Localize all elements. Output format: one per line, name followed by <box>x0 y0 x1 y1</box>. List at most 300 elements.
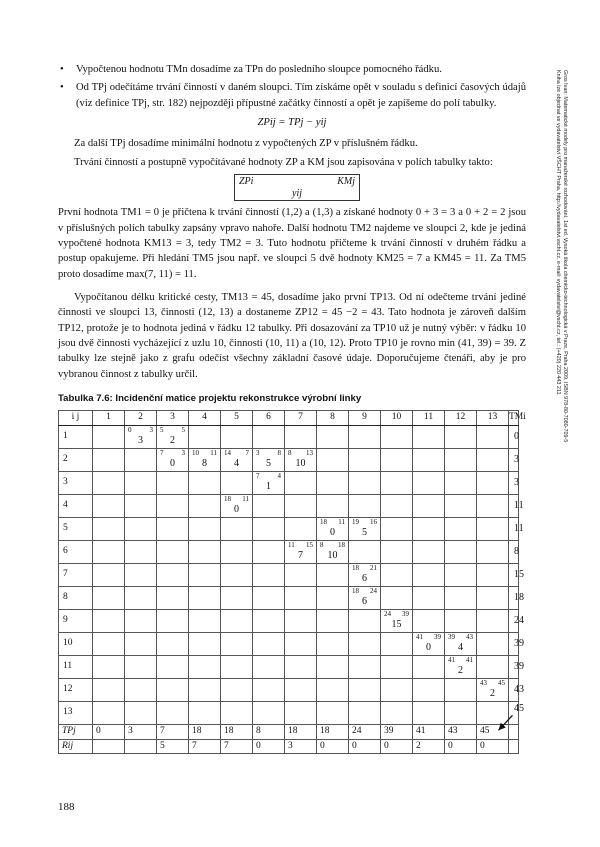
cell-zp: 41 <box>448 655 455 664</box>
matrix-cell <box>157 563 189 586</box>
matrix-cell <box>157 701 189 724</box>
page-number: 188 <box>58 801 75 813</box>
matrix-cell <box>445 655 477 678</box>
matrix-cell <box>477 701 509 724</box>
cell-km: 24 <box>370 586 377 595</box>
tm-value: 11 <box>509 494 519 517</box>
matrix-cell <box>477 563 509 586</box>
tm-value: 3 <box>509 471 519 494</box>
matrix-cell <box>317 678 349 701</box>
row-header: 3 <box>59 471 93 494</box>
r-value: 2 <box>413 739 445 754</box>
row-header: 6 <box>59 540 93 563</box>
matrix-cell <box>125 425 157 448</box>
matrix-cell <box>317 563 349 586</box>
matrix-cell <box>477 494 509 517</box>
matrix-cell <box>413 678 445 701</box>
matrix-cell <box>189 609 221 632</box>
matrix-cell <box>253 655 285 678</box>
matrix-cell <box>445 540 477 563</box>
tp-value: 8 <box>253 724 285 739</box>
matrix-cell <box>413 586 445 609</box>
cell-zp: 18 <box>352 586 359 595</box>
matrix-cell <box>157 425 189 448</box>
matrix-cell <box>445 563 477 586</box>
column-header: 11 <box>413 411 445 426</box>
matrix-cell <box>477 655 509 678</box>
matrix-cell <box>349 655 381 678</box>
matrix-cell <box>125 540 157 563</box>
cell-duration: 2 <box>458 664 463 676</box>
matrix-cell <box>413 655 445 678</box>
matrix-cell <box>349 425 381 448</box>
table-row <box>59 655 519 678</box>
tp-value: 24 <box>349 724 381 739</box>
matrix-cell <box>445 632 477 655</box>
matrix-cell <box>221 471 253 494</box>
row-header: 4 <box>59 494 93 517</box>
cell-zp: 5 <box>160 425 164 434</box>
matrix-cell <box>413 471 445 494</box>
table-row <box>59 609 519 632</box>
matrix-cell <box>125 586 157 609</box>
cell-km: 39 <box>434 632 441 641</box>
matrix-cell <box>381 563 413 586</box>
column-header: 2 <box>125 411 157 426</box>
tm-value: 43 <box>509 678 519 701</box>
matrix-cell <box>157 678 189 701</box>
matrix-cell <box>157 448 189 471</box>
column-header: 5 <box>221 411 253 426</box>
matrix-cell <box>157 609 189 632</box>
cell-duration: 6 <box>362 595 367 607</box>
matrix-cell <box>285 563 317 586</box>
matrix-cell <box>157 494 189 517</box>
r-row <box>59 739 519 754</box>
table-wrapper <box>58 410 526 754</box>
cell-zp: 18 <box>224 494 231 503</box>
matrix-cell <box>253 517 285 540</box>
table-corner-header: i j <box>59 411 93 426</box>
matrix-cell <box>349 563 381 586</box>
cell-duration: 7 <box>298 549 303 561</box>
matrix-cell <box>253 563 285 586</box>
cell-km: 3 <box>149 425 153 434</box>
matrix-cell <box>381 517 413 540</box>
matrix-cell <box>157 517 189 540</box>
matrix-cell <box>125 563 157 586</box>
side-note-line: Gros Ivan: Matematické modely pro manažerské rozhodování, 1st ed. Vysoká škola chemicko-technologická v Praze, Praha 2009. ISBN 978-80-7080-709-5 <box>562 70 568 443</box>
column-header: 9 <box>349 411 381 426</box>
cell-duration: 0 <box>170 457 175 469</box>
matrix-cell <box>93 609 125 632</box>
r-value: 7 <box>189 739 221 754</box>
matrix-cell <box>317 448 349 471</box>
row-header: 12 <box>59 678 93 701</box>
matrix-cell <box>381 655 413 678</box>
column-header: 4 <box>189 411 221 426</box>
cell-duration: 3 <box>138 434 143 446</box>
tp-value: 39 <box>381 724 413 739</box>
matrix-cell <box>317 517 349 540</box>
column-header: 6 <box>253 411 285 426</box>
cell-km: 11 <box>338 517 345 526</box>
cell-km: 5 <box>181 425 185 434</box>
legend-y: yij <box>292 188 302 200</box>
matrix-cell <box>189 655 221 678</box>
matrix-cell <box>93 632 125 655</box>
matrix-cell <box>125 448 157 471</box>
cell-zp: 0 <box>128 425 132 434</box>
cell-km: 16 <box>370 517 377 526</box>
matrix-cell <box>381 586 413 609</box>
matrix-cell <box>253 609 285 632</box>
matrix-cell <box>477 586 509 609</box>
matrix-cell <box>445 678 477 701</box>
tp-value: 18 <box>221 724 253 739</box>
r-value: 0 <box>253 739 285 754</box>
matrix-cell <box>349 448 381 471</box>
matrix-cell <box>381 540 413 563</box>
matrix-cell <box>445 425 477 448</box>
matrix-cell <box>381 448 413 471</box>
table-row <box>59 517 519 540</box>
tm-value: 18 <box>509 586 519 609</box>
paragraph: První hodnota TM1 = 0 je přičtena k trvání činností (1,2) a (1,3) a získané hodnoty 0 + 3 = 3 a 0 + 2 = 2 jsou v příslušných polích tabulky zapsány vpravo nahoře. Další hodnotu TM2 najdeme ve sloupci 2, kde je jediná vypočtené hodnota KM13 = 3, tedy TM2 = 3. Tuto hodnotu přičteme k trvání činností v druhém řádku a postup opakujeme. Při hledání TM5 jsou např. ve sloupci 5 dvě hodnoty KM25 = 7 a KM45 = 11. Za TM5 proto dosadíme max(7, 11) = 11. <box>58 207 526 280</box>
matrix-cell <box>477 448 509 471</box>
cell-zp: 7 <box>160 448 164 457</box>
matrix-cell <box>381 609 413 632</box>
matrix-cell <box>413 540 445 563</box>
cell-duration: 4 <box>458 641 463 653</box>
table-row <box>59 701 519 724</box>
matrix-cell <box>477 540 509 563</box>
page-content <box>58 62 526 754</box>
matrix-cell <box>477 471 509 494</box>
cell-zp: 3 <box>256 448 260 457</box>
tp-value: 18 <box>317 724 349 739</box>
matrix-cell <box>253 540 285 563</box>
cell-zp: 39 <box>448 632 455 641</box>
matrix-cell <box>189 425 221 448</box>
cell-km: 11 <box>210 448 217 457</box>
cell-zp: 18 <box>320 517 327 526</box>
table-row <box>59 586 519 609</box>
cell-km: 41 <box>466 655 473 664</box>
cell-duration: 10 <box>295 457 306 469</box>
cell-zp: 43 <box>480 678 487 687</box>
matrix-cell <box>317 540 349 563</box>
r-value <box>93 739 125 754</box>
r-value: 0 <box>477 739 509 754</box>
matrix-cell <box>317 655 349 678</box>
cell-zp: 11 <box>288 540 295 549</box>
tp-empty <box>509 724 519 739</box>
matrix-cell <box>189 586 221 609</box>
cell-duration: 2 <box>490 687 495 699</box>
matrix-cell <box>285 586 317 609</box>
matrix-cell <box>253 701 285 724</box>
matrix-cell <box>317 609 349 632</box>
matrix-cell <box>413 494 445 517</box>
matrix-cell <box>93 540 125 563</box>
tp-value: 7 <box>157 724 189 739</box>
row-header: 7 <box>59 563 93 586</box>
tm-value: 15 <box>509 563 519 586</box>
matrix-cell <box>381 471 413 494</box>
bullet-list <box>58 62 526 111</box>
matrix-cell <box>349 540 381 563</box>
cell-zp: 14 <box>224 448 231 457</box>
matrix-cell <box>253 471 285 494</box>
matrix-cell <box>413 609 445 632</box>
matrix-cell <box>381 425 413 448</box>
matrix-cell <box>253 494 285 517</box>
row-header: 2 <box>59 448 93 471</box>
matrix-cell <box>317 586 349 609</box>
matrix-cell <box>221 655 253 678</box>
matrix-cell <box>157 471 189 494</box>
tp-value: 43 <box>445 724 477 739</box>
r-value: 7 <box>221 739 253 754</box>
table-row <box>59 448 519 471</box>
matrix-cell <box>413 425 445 448</box>
cell-duration: 8 <box>202 457 207 469</box>
matrix-cell <box>93 471 125 494</box>
table-row <box>59 540 519 563</box>
cell-km: 15 <box>306 540 313 549</box>
matrix-cell <box>285 701 317 724</box>
cell-duration: 2 <box>170 434 175 446</box>
matrix-cell <box>189 517 221 540</box>
matrix-cell <box>221 563 253 586</box>
matrix-cell <box>285 678 317 701</box>
matrix-cell <box>381 701 413 724</box>
matrix-cell <box>253 632 285 655</box>
column-header: 13 <box>477 411 509 426</box>
row-header: 8 <box>59 586 93 609</box>
matrix-cell <box>253 425 285 448</box>
matrix-cell <box>125 471 157 494</box>
r-label: Rij <box>59 739 93 754</box>
matrix-cell <box>285 655 317 678</box>
matrix-cell <box>445 494 477 517</box>
matrix-cell <box>125 655 157 678</box>
table-row <box>59 678 519 701</box>
table-row <box>59 632 519 655</box>
matrix-cell <box>157 655 189 678</box>
cell-km: 3 <box>181 448 185 457</box>
cell-zp: 41 <box>416 632 423 641</box>
incidence-matrix-table <box>58 410 526 754</box>
cell-km: 8 <box>277 448 281 457</box>
table-row <box>59 494 519 517</box>
paragraph: Trvání činností a postupně vypočítávané hodnoty ZP a KM jsou zapisována v polích tabulky takto: <box>74 156 493 168</box>
matrix-cell <box>189 563 221 586</box>
matrix-cell <box>445 471 477 494</box>
matrix-cell <box>221 701 253 724</box>
column-header: 12 <box>445 411 477 426</box>
column-header: 10 <box>381 411 413 426</box>
side-note-line: Kniha lze objednat ve vydavatelství VŠCHT Praha, http://vydavatelstvi.vscht.cz, e-mail: vydavatelstvi@vscht.cz, tel.: (+420) 220 443 211 <box>555 70 561 395</box>
cell-zp: 7 <box>256 471 260 480</box>
cell-zp: 19 <box>352 517 359 526</box>
tm-value: 3 <box>509 448 519 471</box>
matrix-cell <box>189 632 221 655</box>
cell-duration: 0 <box>330 526 335 538</box>
tm-value: 0 <box>509 425 519 448</box>
table-row <box>59 425 519 448</box>
matrix-cell <box>445 517 477 540</box>
matrix-cell <box>285 471 317 494</box>
matrix-cell <box>413 632 445 655</box>
matrix-cell <box>157 586 189 609</box>
matrix-cell <box>413 517 445 540</box>
cell-duration: 4 <box>234 457 239 469</box>
matrix-cell <box>253 678 285 701</box>
matrix-cell <box>221 517 253 540</box>
cell-zp: 8 <box>320 540 324 549</box>
matrix-cell <box>349 609 381 632</box>
matrix-cell <box>349 701 381 724</box>
row-header: 9 <box>59 609 93 632</box>
matrix-cell <box>445 701 477 724</box>
paragraph: Za další TPj dosadíme minimální hodnotu z vypočtených ZP v příslušném řádku. <box>74 138 418 150</box>
r-value: 0 <box>381 739 413 754</box>
tp-value: 3 <box>125 724 157 739</box>
matrix-cell <box>349 517 381 540</box>
cell-zp: 10 <box>192 448 199 457</box>
r-value <box>125 739 157 754</box>
legend-km: KMj <box>337 176 355 188</box>
matrix-cell <box>413 563 445 586</box>
matrix-cell <box>93 494 125 517</box>
cell-duration: 6 <box>362 572 367 584</box>
matrix-cell <box>285 632 317 655</box>
table-row <box>59 471 519 494</box>
matrix-cell <box>221 632 253 655</box>
matrix-cell <box>317 701 349 724</box>
matrix-cell <box>317 632 349 655</box>
matrix-cell <box>285 540 317 563</box>
matrix-cell <box>381 494 413 517</box>
matrix-cell <box>189 540 221 563</box>
row-header: 11 <box>59 655 93 678</box>
tm-value: 11 <box>509 517 519 540</box>
matrix-cell <box>477 632 509 655</box>
tm-value: 24 <box>509 609 519 632</box>
matrix-cell <box>189 494 221 517</box>
matrix-cell <box>93 425 125 448</box>
matrix-cell <box>477 517 509 540</box>
matrix-cell <box>285 609 317 632</box>
row-header: 1 <box>59 425 93 448</box>
cell-km: 18 <box>338 540 345 549</box>
tm-value: 39 <box>509 655 519 678</box>
tp-value: 18 <box>285 724 317 739</box>
row-header: 5 <box>59 517 93 540</box>
column-header: 8 <box>317 411 349 426</box>
matrix-cell <box>317 494 349 517</box>
matrix-cell <box>125 632 157 655</box>
cell-km: 45 <box>498 678 505 687</box>
cell-duration: 5 <box>266 457 271 469</box>
cell-km: 13 <box>306 448 313 457</box>
matrix-cell <box>125 494 157 517</box>
side-note <box>550 70 568 770</box>
cell-duration: 0 <box>234 503 239 515</box>
matrix-cell <box>221 678 253 701</box>
matrix-cell <box>125 678 157 701</box>
matrix-cell <box>477 425 509 448</box>
cell-zp: 24 <box>384 609 391 618</box>
cell-km: 7 <box>245 448 249 457</box>
matrix-cell <box>125 517 157 540</box>
matrix-cell <box>157 632 189 655</box>
column-header: 3 <box>157 411 189 426</box>
matrix-cell <box>317 425 349 448</box>
matrix-cell <box>477 609 509 632</box>
row-header: 13 <box>59 701 93 724</box>
matrix-cell <box>93 517 125 540</box>
r-value: 0 <box>317 739 349 754</box>
matrix-cell <box>253 586 285 609</box>
cell-km: 43 <box>466 632 473 641</box>
matrix-cell <box>189 471 221 494</box>
cell-km: 11 <box>242 494 249 503</box>
matrix-cell <box>317 471 349 494</box>
matrix-cell <box>381 678 413 701</box>
matrix-cell <box>253 448 285 471</box>
cell-duration: 1 <box>266 480 271 492</box>
matrix-cell <box>221 540 253 563</box>
matrix-cell <box>189 678 221 701</box>
matrix-cell <box>189 448 221 471</box>
tm-column-header: TMi <box>509 411 519 426</box>
matrix-cell <box>381 632 413 655</box>
matrix-cell <box>349 494 381 517</box>
tm-value: 39 <box>509 632 519 655</box>
r-value: 0 <box>445 739 477 754</box>
column-header: 7 <box>285 411 317 426</box>
matrix-cell <box>93 678 125 701</box>
matrix-cell <box>349 586 381 609</box>
matrix-cell <box>93 563 125 586</box>
cell-duration: 5 <box>362 526 367 538</box>
cell-duration: 15 <box>391 618 402 630</box>
matrix-cell <box>221 586 253 609</box>
cell-legend-box <box>234 174 360 201</box>
matrix-cell <box>93 655 125 678</box>
matrix-cell <box>413 448 445 471</box>
r-value: 0 <box>349 739 381 754</box>
tp-value: 0 <box>93 724 125 739</box>
matrix-cell <box>445 609 477 632</box>
matrix-cell <box>349 678 381 701</box>
matrix-cell <box>221 425 253 448</box>
tm-value: 45 <box>509 701 519 724</box>
cell-duration: 0 <box>426 641 431 653</box>
r-value: 5 <box>157 739 189 754</box>
tp-label: TPj <box>59 724 93 739</box>
table-header-row <box>59 411 519 426</box>
tm-value: 8 <box>509 540 519 563</box>
matrix-cell <box>413 701 445 724</box>
legend-zp: ZPi <box>239 176 254 188</box>
cell-zp: 18 <box>352 563 359 572</box>
matrix-cell <box>125 609 157 632</box>
cell-km: 39 <box>402 609 409 618</box>
